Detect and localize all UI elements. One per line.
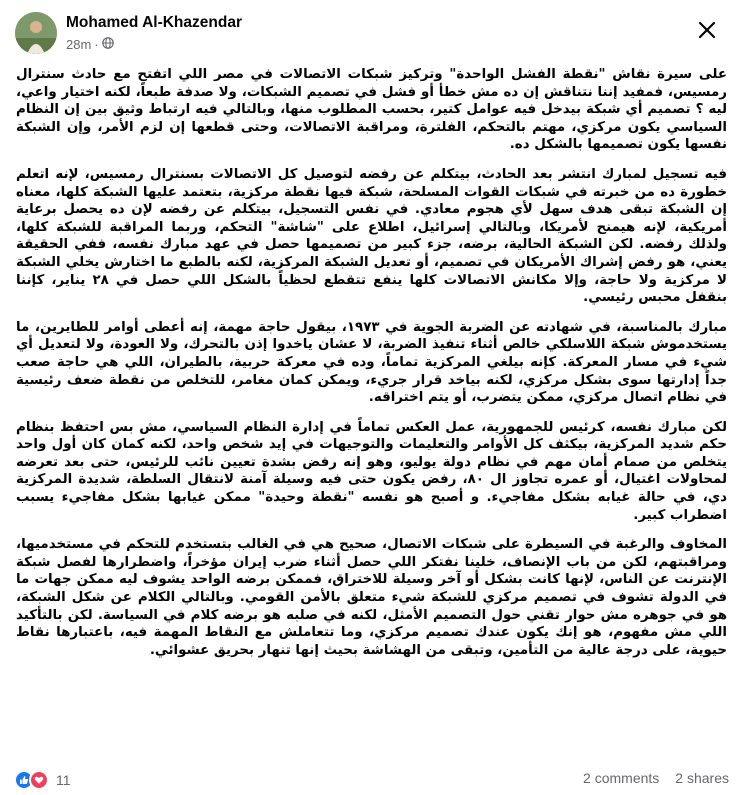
post-footer [0, 758, 741, 795]
post-meta [66, 37, 114, 52]
post-paragraph: مبارك بالمناسبة، في شهادته عن الضربة الجوية في ١٩٧٣، بيقول حاجة مهمة، إنه أعطى أوامر للطايرين، ما يستخدموش شبكة اللاسلكي خالص أثناء تنفيذ الضربة، لا عشان ياخدوا إذن بالتحرك، ولا العودة، ولا لتعديل أي شيء في مسار المعركة. كإنه بيلغي المركزية تماماً، وده في معركة حربية، بالطيران، اللي هي حاجة صعب جداً إدارتها سوى بشكل مركزي، لكنه بياخد قرار جريء، ويمكن كمان مغامر، للتخلص من نقطة ضعف رئيسية في نظام اتصال مركزي، ممكن يتضرب، أو يتم اختراقه. [16, 319, 727, 406]
post-paragraph: على سيرة نقاش "نقطة الفشل الواحدة" وتركيز شبكات الاتصالات في مصر اللي اتفتح مع حادث سنترال رمسيس، فمفيد إننا نتناقش إن ده مش خطأ أو فشل في تصميم الشبكات، ولا صدفة طبعاً، لكنه اختيار واعي، ليه ؟ تصميم أي شبكة بيدخل فيه عوامل كتير، بحسب المطلوب منها، وبالتالي فيه ارتباط وثيق بين إن النظام السياسي يكون مركزي، مهتم بالتحكم، الفلترة، ومراقبة الاتصالات، وحتى قطعها إن لزم الأمر، وإن الشبكة نفسها يكون تصميمها بالشكل ده. [16, 67, 727, 153]
reactions-summary[interactable] [14, 770, 71, 790]
post-header [0, 0, 741, 64]
comments-link[interactable]: 2 comments [583, 770, 660, 786]
reaction-count: 11 [56, 772, 71, 788]
engagement-counts [583, 770, 729, 786]
globe-icon [102, 37, 114, 52]
post-time[interactable]: 28m [66, 37, 92, 52]
post-paragraph: المخاوف والرغبة في السيطرة على شبكات الاتصال، صحيح هي في الغالب بتستخدم للتحكم في مستخدميها، ومراقبتهم، لكن من باب الإنصاف، خلينا نفتكر اللي حصل أثناء ضرب إيران مؤخراً، واضطرارها لفصل شبكة الإنترنت عن الناس، لإنها كانت بشكل أو آخر وسيلة للاختراق، فممكن برضه الواحد يشوف ليه ممكن جهات ما في الدولة تشوف في تصميم مركزي للشبكة شيء متعلق بالأمن القومي. وبالتالي الكلام عن شكل الشبكة، هو في جوهره مش حوار تقني حول التصميم الأمثل، لكنه في صلبه هو برضه كلام في السياسة. لكن بالتأكيد اللي مش مفهوم، هو إنك يكون عندك تصميم مركزي، وما تتعاملش مع النقاط المهمة فيه، باعتبارها نقاط حيوية، على درجة عالية من التأمين، وتبقى من الهشاشة بحيث إنها تنهار بحريق عشوائي. [16, 537, 727, 658]
post-body [16, 66, 727, 756]
close-icon [698, 21, 716, 44]
love-icon [29, 770, 49, 790]
shares-link[interactable]: 2 shares [675, 770, 729, 786]
meta-separator: · [94, 37, 99, 52]
author-name[interactable]: Mohamed Al-Khazendar [66, 14, 242, 31]
close-button[interactable] [689, 14, 725, 50]
post-paragraph: لكن مبارك نفسه، كرئيس للجمهورية، عمل العكس تماماً في إدارة النظام السياسي، مش بس احتفظ بنظام حكم شديد المركزية، بيكثف كل الأوامر والتعليمات والتوجيهات في إيد شخص واحد، لكنه كمان كان أول واحد يتخلص من صمام أمان مهم في نظام دولة يوليو، وهو إنه رفض بشدة تعيين نائب للرئيس، حتى بعد تعرضه لمحاولات اغتيال، أو عمره تجاوز ال ٨٠، رفض يكون حتى فيه وسيلة آمنة لانتقال السلطة، شديدة المركزية دي، في حالة غيابه بشكل مفاجيء. و أصبح هو نفسه "نقطة وحيدة" ممكن غيابها بشكل مفاجيء يسبب اضطراب كبير. [16, 419, 727, 523]
post-paragraph: فيه تسجيل لمبارك انتشر بعد الحادث، بيتكلم عن رفضه لتوصيل كل الاتصالات بسنترال رمسيس، لإنه اتعلم خطورة ده من خبرته في شبكات القوات المسلحة، شبكة فيها نقطة مركزية، بتعتمد عليها الشبكة كلها، معناه إن الشبكة تبقى هدف سهل لأي هجوم معادي. في نفس التسجيل، بيتكلم عن رفضه لإن ده يحصل برعاية أمريكية، لإنه هيمنح لأمريكا، وبالتالي إسرائيل، اطلاع على "شاشة" التحكم، وربما المراقبة للشبكة كلها، ولذلك رفضه. لكن الشبكة الحالية، برضه، جزء كبير من تصميمها حصل في عهد مبارك نفسه، ففي الحقيقة يعني، هو رفض إشراك الأمريكان في تصميم، أو تعديل الشبكة المركزية، لكنه بالطبع ما اختارش يخلي الشبكة لا مركزية ولا حاجة، وإلا مكانش الاتصالات كلها ينفع تتقطع لحظياً بالشكل اللي حصل في ٢٨ يناير، كإننا بنقفل محبس رئيسي. [16, 166, 727, 306]
avatar[interactable] [15, 12, 57, 54]
